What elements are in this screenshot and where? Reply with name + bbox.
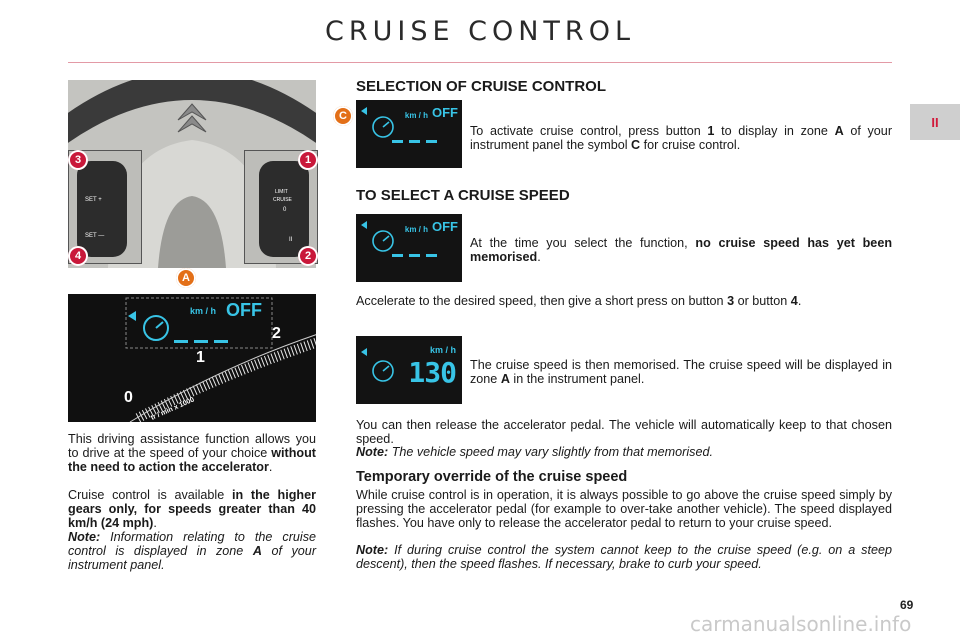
section-heading-selection: SELECTION OF CRUISE CONTROL xyxy=(356,78,607,95)
pause-label[interactable]: II xyxy=(289,237,293,243)
selection-paragraph: To activate cruise control, press button 1 to display in zone A of your instrument panel the symbol C for cruise control. xyxy=(470,124,893,152)
zero-label[interactable]: 0 xyxy=(283,207,287,213)
display-off: OFF xyxy=(432,219,458,234)
display-dashes xyxy=(392,254,440,257)
display-speed-value: 130 xyxy=(408,356,456,389)
watermark: carmanualsonline.info xyxy=(690,612,912,636)
page-title: CRUISE CONTROL xyxy=(325,16,635,47)
display-unit: km / h xyxy=(429,345,456,355)
display-unit: km / h xyxy=(404,111,428,120)
tick-0: 0 xyxy=(124,389,133,406)
callout-c: C xyxy=(333,106,353,126)
display-dashes xyxy=(392,140,440,143)
page-number: 69 xyxy=(900,598,914,612)
display-unit: km / h xyxy=(404,225,428,234)
override-heading: Temporary override of the cruise speed xyxy=(356,469,628,485)
speedometer-icon xyxy=(368,356,398,386)
callout-4: 4 xyxy=(68,246,88,266)
display-off-2 xyxy=(356,214,462,282)
intro-paragraph: This driving assistance function allows you to drive at the speed of your choice without the need to action the accelerator. xyxy=(68,432,316,474)
callout-1: 1 xyxy=(298,150,318,170)
display-off: OFF xyxy=(432,105,458,120)
title-divider xyxy=(68,62,892,63)
cruise-label[interactable]: CRUISE xyxy=(273,197,292,203)
availability-paragraph: Cruise control is available in the higher gears only, for speeds greater than 40 km/h (24 mph). xyxy=(68,488,317,530)
callout-a: A xyxy=(176,268,196,288)
callout-3: 3 xyxy=(68,150,88,170)
tick-1: 1 xyxy=(196,349,205,366)
memorised-paragraph: The cruise speed is then memorised. The cruise speed will be displayed in zone A in the instrument panel. xyxy=(470,358,892,386)
cluster-unit: km / h xyxy=(190,306,217,316)
override-note: Note: If during cruise control the system cannot keep to the cruise speed (e.g. on a steep descent), then the speed flashes. If necessary, brake to curb your speed. xyxy=(356,543,892,571)
arrow-icon xyxy=(361,107,367,115)
display-speed xyxy=(356,336,462,404)
set-plus-label[interactable]: SET + xyxy=(85,197,102,203)
tachometer-icon xyxy=(68,294,316,422)
arrow-icon xyxy=(361,221,367,229)
section-heading-speed: TO SELECT A CRUISE SPEED xyxy=(356,187,570,204)
override-paragraph: While cruise control is in operation, it is always possible to go above the cruise speed simply by pressing the accelerator pedal (for example to over-take another vehicle). The speed displayed flashes. You have only to release the accelerator pedal to return to your cruise speed. xyxy=(356,488,892,530)
arrow-icon xyxy=(361,348,367,356)
accelerate-paragraph: Accelerate to the desired speed, then give a short press on button 3 or button 4. xyxy=(356,294,802,308)
speedometer-icon xyxy=(368,112,398,142)
speedometer-icon xyxy=(368,226,398,256)
cluster-off: OFF xyxy=(226,300,262,320)
display-off-1 xyxy=(356,100,462,168)
rpm-label: tr / min x 1000 xyxy=(149,396,196,422)
limit-label[interactable]: LIMIT xyxy=(275,189,288,195)
instrument-cluster xyxy=(68,294,316,422)
release-paragraph: You can then release the accelerator pedal. The vehicle will automatically keep to that chosen speed. xyxy=(356,418,892,446)
no-speed-paragraph: At the time you select the function, no cruise speed has yet been memorised. xyxy=(470,236,893,264)
speed-note: Note: The vehicle speed may vary slightly from that memorised. xyxy=(356,445,713,459)
callout-2: 2 xyxy=(298,246,318,266)
left-note: Note: Information relating to the cruise control is displayed in zone A of your instrument panel. xyxy=(68,530,317,572)
tick-2: 2 xyxy=(272,325,281,342)
chapter-tab[interactable]: II xyxy=(910,104,960,140)
set-minus-label[interactable]: SET — xyxy=(85,233,105,239)
